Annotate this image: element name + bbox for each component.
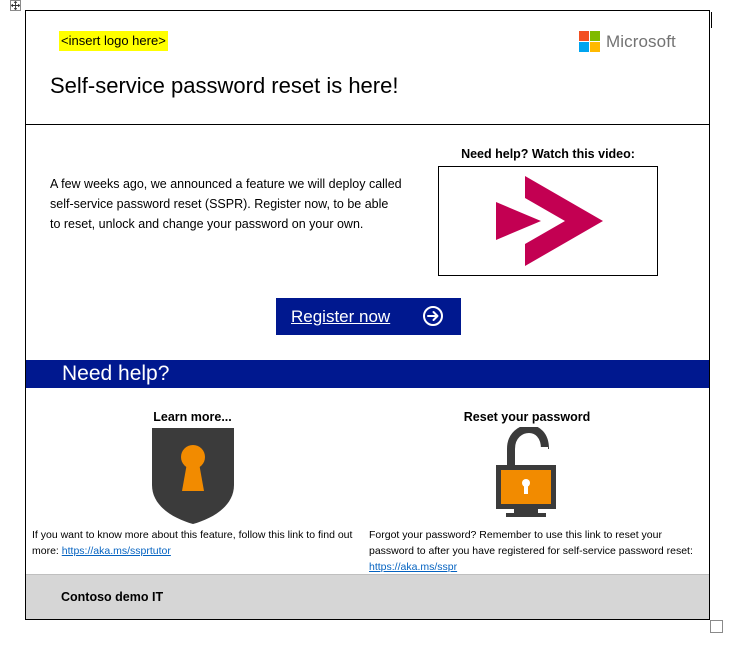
table-move-handle[interactable] xyxy=(10,0,21,11)
video-thumbnail[interactable] xyxy=(438,166,658,276)
learn-more-title: Learn more... xyxy=(153,410,232,424)
stream-play-icon xyxy=(493,174,603,268)
learn-more-description: If you want to know more about this feature, follow this link to find out more: xyxy=(32,529,353,557)
page-title: Self-service password reset is here! xyxy=(50,73,399,98)
reset-password-title: Reset your password xyxy=(463,410,591,424)
reset-password-text xyxy=(369,527,699,575)
arrow-circle-right-icon xyxy=(422,305,444,327)
brand-name: Microsoft xyxy=(606,31,676,51)
unlocked-padlock-icon xyxy=(494,427,558,519)
microsoft-squares-icon xyxy=(579,31,600,52)
reset-password-description: Forgot your password? Remember to use this link to reset your password to after you have registered for self-service password reset: xyxy=(369,529,693,557)
need-help-banner xyxy=(26,360,709,388)
learn-more-text xyxy=(32,527,354,559)
footer xyxy=(26,574,709,619)
text-cursor xyxy=(711,12,712,28)
footer-text: Contoso demo IT xyxy=(61,590,164,604)
register-now-button[interactable] xyxy=(276,298,461,335)
microsoft-logo xyxy=(579,31,676,52)
intro-text: A few weeks ago, we announced a feature we will deploy called self-service password reset (SSPR). Register now, to be able to reset, unlock and change your password on your own. xyxy=(50,177,402,231)
video-title: Need help? Watch this video: xyxy=(461,147,635,161)
footer-divider xyxy=(26,574,709,575)
header-divider xyxy=(26,124,709,125)
move-arrows-icon xyxy=(11,1,20,10)
reset-password-link[interactable]: https://aka.ms/sspr xyxy=(369,561,458,573)
learn-more-link[interactable]: https://aka.ms/ssprtutor xyxy=(61,545,171,557)
need-help-title: Need help? xyxy=(62,362,170,385)
email-template xyxy=(25,10,710,620)
shield-keyhole-icon xyxy=(151,427,235,525)
register-now-label: Register now xyxy=(291,306,391,326)
table-resize-handle[interactable] xyxy=(710,620,723,633)
logo-placeholder[interactable]: <insert logo here> xyxy=(59,31,168,51)
